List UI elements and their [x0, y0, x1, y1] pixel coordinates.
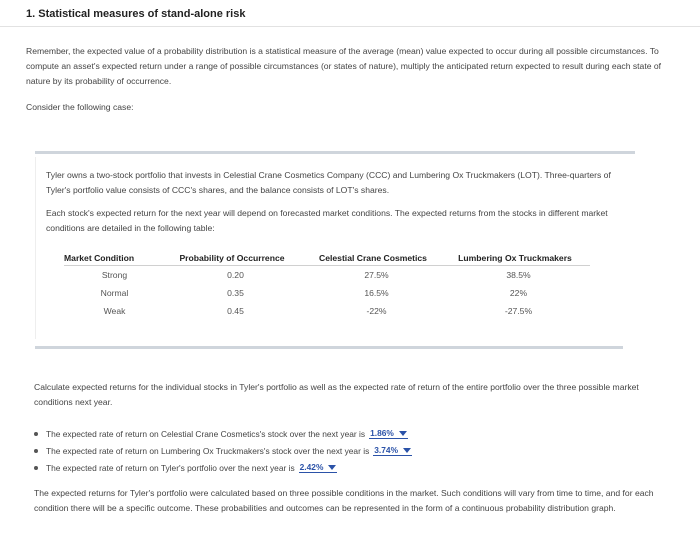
chevron-down-icon [403, 448, 411, 453]
answer-text: The expected rate of return on Lumbering Ox Truckmakers's stock over the next year is [46, 445, 370, 456]
table-row [64, 302, 590, 320]
title-divider [0, 26, 700, 27]
table-header-row [64, 251, 590, 266]
lot-return-cell: 22% [509, 288, 528, 298]
consider-label: Consider the following case: [26, 102, 134, 112]
dropdown-value: 3.74% [374, 445, 399, 455]
chevron-down-icon [399, 431, 407, 436]
bullet-dot [34, 432, 38, 436]
list-item [34, 459, 412, 476]
closing-paragraph: The expected returns for Tyler's portfolio were calculated based on three possible conditions in the market. Such conditions will vary from time to time, and for each condition there will be a specific outcome. These probabilities and outcomes can be represented in the form of a continuous probability distribution graph. [34, 488, 654, 513]
ccc-return-cell: 27.5% [364, 270, 389, 280]
bullet-dot [34, 449, 38, 453]
portfolio-return-dropdown[interactable] [299, 462, 338, 473]
bullet-dot [34, 466, 38, 470]
case-conditions-text: Each stock's expected return for the next year will depend on forecasted market conditions. The expected returns from the stocks in different market conditions are detailed in the following table: [46, 208, 608, 233]
list-item [34, 442, 412, 459]
ccc-return-cell: -22% [366, 306, 387, 316]
lot-return-dropdown[interactable] [373, 445, 412, 456]
chevron-down-icon [328, 465, 336, 470]
answer-text: The expected rate of return on Tyler's portfolio over the next year is [46, 462, 295, 473]
dropdown-value: 1.86% [370, 428, 394, 438]
case-bottom-rule [35, 346, 623, 349]
answer-list [34, 425, 412, 476]
lot-return-cell: -27.5% [504, 306, 533, 316]
probability-cell: 0.35 [227, 288, 244, 298]
table-row [64, 266, 590, 285]
case-description: Tyler owns a two-stock portfolio that invests in Celestial Crane Cosmetics Company (CCC) and Lumbering Ox Truckmakers (LOT). Three-quarters of Tyler's portfolio value consists of CCC's shares, and the balance consists of LOT's shares. [46, 170, 611, 195]
section-title: 1. Statistical measures of stand-alone risk [26, 8, 246, 20]
market-returns-table [64, 251, 590, 320]
lot-return-cell: 38.5% [506, 270, 531, 280]
probability-cell: 0.45 [227, 306, 244, 316]
answer-text: The expected rate of return on Celestial Crane Cosmetics's stock over the next year is [46, 428, 366, 439]
list-item [34, 425, 412, 442]
table-row [64, 284, 590, 302]
dropdown-value: 2.42% [299, 462, 324, 472]
header-probability: Probability of Occurrence [165, 251, 306, 266]
market-condition-cell: Weak [103, 306, 126, 316]
header-ccc: Celestial Crane Cosmetics [306, 251, 447, 266]
probability-cell: 0.20 [227, 270, 244, 280]
market-condition-cell: Normal [100, 288, 129, 298]
calculation-prompt: Calculate expected returns for the individual stocks in Tyler's portfolio as well as the expected rate of return of the entire portfolio over the three possible market conditions next year. [34, 382, 639, 407]
intro-paragraph: Remember, the expected value of a probability distribution is a statistical measure of the average (mean) value expected to occur during all possible circumstances. To compute an asset's expected return under a range of possible circumstances (or states of nature), multiply the anticipated return expected to result during each state of nature by its probability of occurrence. [26, 46, 662, 86]
header-market-condition: Market Condition [64, 251, 165, 266]
header-lot: Lumbering Ox Truckmakers [447, 251, 590, 266]
case-top-rule [35, 151, 635, 154]
ccc-return-dropdown[interactable] [369, 428, 408, 439]
market-condition-cell: Strong [101, 270, 128, 280]
case-left-border [35, 157, 36, 339]
ccc-return-cell: 16.5% [364, 288, 389, 298]
